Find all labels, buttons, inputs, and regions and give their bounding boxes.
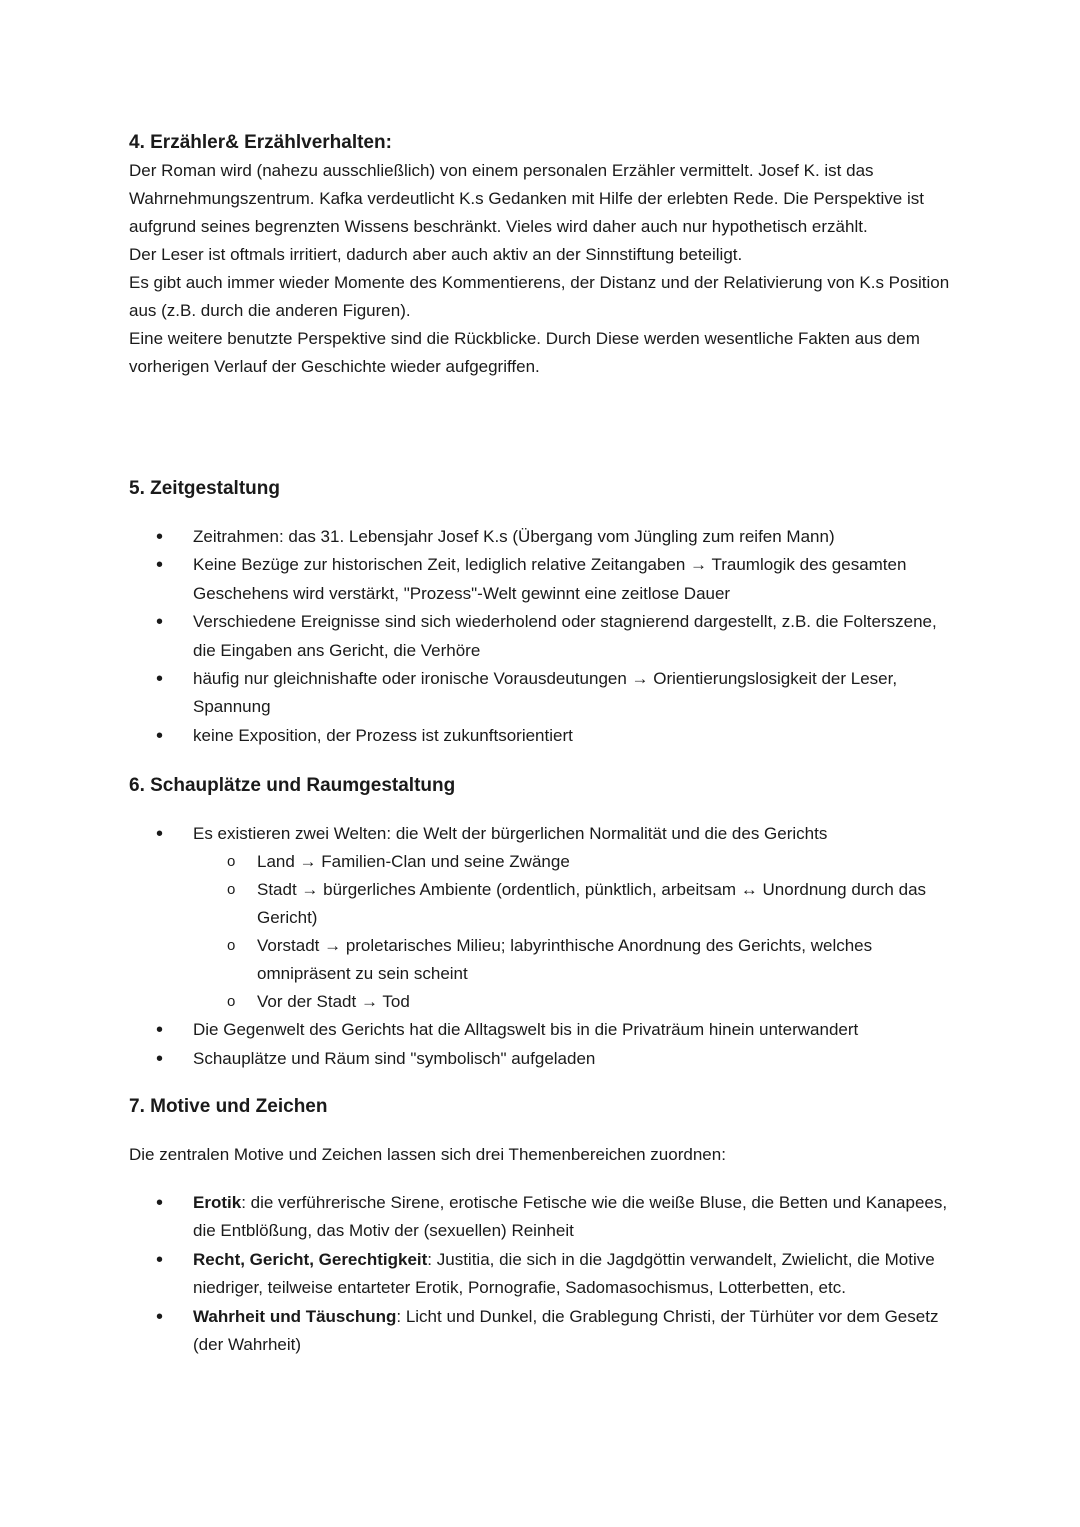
bullet-list <box>129 1189 959 1359</box>
section-motifs <box>129 1093 959 1359</box>
term-text: : die verführerische Sirene, erotische Fetische wie die weiße Bluse, die Betten und Kanapees, die Entblößung, das Motiv der (sexuellen) Reinheit <box>193 1193 948 1241</box>
sub-list-item: o Land → Familien-Clan und seine Zwänge <box>193 848 959 876</box>
list-item-text: Es existieren zwei Welten: die Welt der bürgerlichen Normalität und die des Gerichts <box>193 824 828 843</box>
list-item: • keine Exposition, der Prozess ist zukunftsorientiert <box>129 722 959 750</box>
list-item: • Zeitrahmen: das 31. Lebensjahr Josef K.s (Übergang vom Jüngling zum reifen Mann) <box>129 523 959 551</box>
list-item <box>129 1303 959 1360</box>
list-item: • Keine Bezüge zur historischen Zeit, lediglich relative Zeitangaben → Traumlogik des gesamten Geschehens wird verstärkt, "Prozess"-Welt gewinnt eine zeitlose Dauer <box>129 551 959 608</box>
section-time <box>129 475 959 750</box>
bullet-list <box>129 820 959 1073</box>
intro-text: Die zentralen Motive und Zeichen lassen sich drei Themenbereichen zuordnen: <box>129 1145 726 1164</box>
term: Wahrheit und Täuschung <box>193 1306 397 1326</box>
sub-list-item: o Vorstadt → proletarisches Milieu; labyrinthische Anordnung des Gerichts, welches omnipräsent zu sein scheint <box>193 932 959 988</box>
paragraph: Der Roman wird (nahezu ausschließlich) von einem personalen Erzähler vermittelt. Josef K. ist das Wahrnehmungszentrum. Kafka verdeutlicht K.s Gedanken mit Hilfe der erlebten Rede. Die Perspektive ist aufgrund seines begrenzten Wissens beschränkt. Vieles wird daher auch nur hypothetisch erzählt. <box>129 161 924 236</box>
paragraph: Eine weitere benutzte Perspektive sind die Rückblicke. Durch Diese werden wesentliche Fakten aus dem vorherigen Verlauf der Geschichte wieder aufgegriffen. <box>129 329 920 376</box>
list-item <box>129 820 959 1016</box>
list-item: • häufig nur gleichnishafte oder ironische Vorausdeutungen → Orientierungslosigkeit der Leser, Spannung <box>129 665 959 722</box>
list-item: • Schauplätze und Räum sind "symbolisch" aufgeladen <box>129 1045 959 1073</box>
list-item: • Die Gegenwelt des Gerichts hat die Alltagswelt bis in die Privaträum hinein unterwandert <box>129 1016 959 1044</box>
section-places <box>129 772 959 1073</box>
section-title: 7. Motive und Zeichen <box>129 1096 328 1117</box>
sub-list-item: o Stadt → bürgerliches Ambiente (ordentlich, pünktlich, arbeitsam ↔ Unordnung durch das Gericht) <box>193 876 959 932</box>
sub-list-item: o Vor der Stadt → Tod <box>193 988 959 1016</box>
list-item: • Verschiedene Ereignisse sind sich wiederholend oder stagnierend dargestellt, z.B. die Folterszene, die Eingaben ans Gericht, die Verhöre <box>129 608 959 665</box>
section-narrator <box>129 129 959 381</box>
term: Erotik <box>193 1193 242 1212</box>
term: Recht, Gericht, Gerechtigkeit <box>193 1249 428 1269</box>
section-title: 5. Zeitgestaltung <box>129 478 280 499</box>
paragraph: Der Leser ist oftmals irritiert, dadurch aber auch aktiv an der Sinnstiftung beteiligt. <box>129 245 743 264</box>
section-title: 6. Schauplätze und Raumgestaltung <box>129 775 456 796</box>
section-title: 4. Erzähler& Erzählverhalten: <box>129 132 392 153</box>
bullet-list <box>129 523 959 750</box>
term-text: : Justitia, die sich in die Jagdgöttin verwandelt, Zwielicht, die Motive niedriger, teilweise entarteter Erotik, Pornografie, Sadomasochismus, Lotterbetten, etc. <box>193 1249 935 1298</box>
sub-list <box>193 848 959 1016</box>
paragraph: Es gibt auch immer wieder Momente des Kommentierens, der Distanz und der Relativierung von K.s Position aus (z.B. durch die anderen Figuren). <box>129 273 950 320</box>
list-item <box>129 1189 959 1246</box>
list-item <box>129 1246 959 1303</box>
term-text: : Licht und Dunkel, die Grablegung Christi, der Türhüter vor dem Gesetz (der Wahrheit) <box>193 1306 939 1355</box>
